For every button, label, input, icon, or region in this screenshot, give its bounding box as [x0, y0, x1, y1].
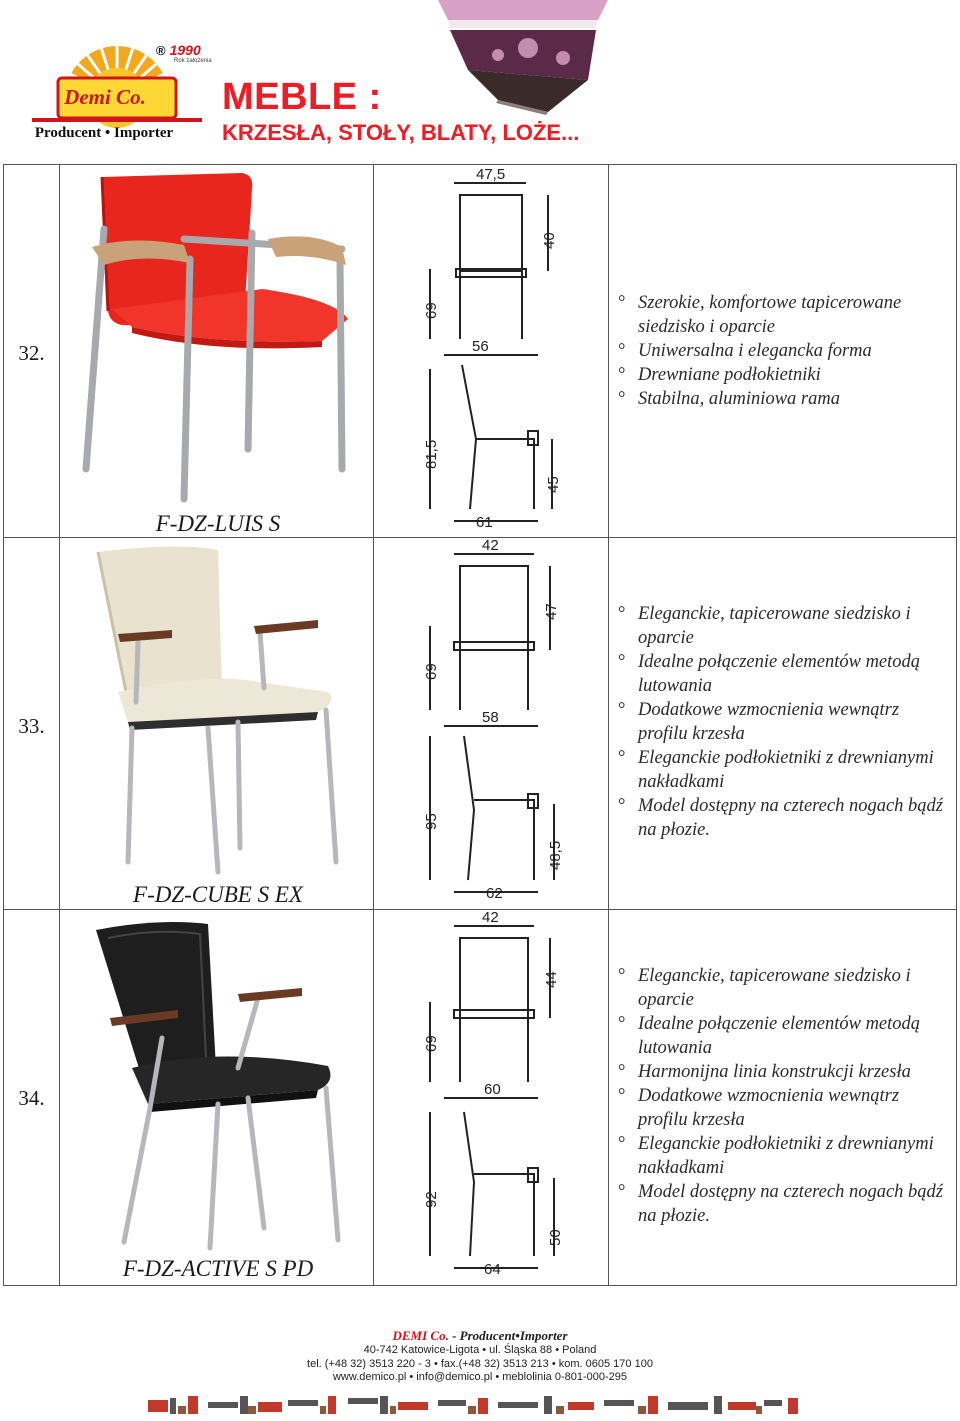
- product-row-33: [4, 538, 956, 910]
- feature-item: ° Eleganckie podłokietniki z drewnianymi nakładkami: [616, 746, 952, 794]
- svg-text:42: 42: [482, 912, 499, 926]
- svg-text:42: 42: [482, 540, 499, 554]
- svg-text:69: 69: [423, 1035, 440, 1052]
- svg-text:47,5: 47,5: [476, 169, 506, 183]
- product-code: F-DZ-ACTIVE S PD: [122, 1256, 314, 1281]
- chair-photo-luis: [72, 169, 364, 507]
- tabletop-samples-image: [428, 0, 618, 115]
- feature-item: ° Model dostępny na czterech nogach bądź na płozie.: [616, 794, 952, 842]
- feature-item: ° Model dostępny na czterech nogach bądź na płozie.: [616, 1180, 952, 1228]
- feature-item: ° Stabilna, aluminiowa rama: [616, 387, 952, 411]
- feature-item: ° Eleganckie, tapicerowane siedzisko i oparcie: [616, 602, 952, 650]
- svg-text:47: 47: [543, 603, 560, 620]
- feature-item: ° Idealne połączenie elementów metodą lutowania: [616, 650, 952, 698]
- footer-company: DEMI Co. - Producent•Importer: [392, 1328, 568, 1343]
- svg-text:62: 62: [486, 885, 503, 902]
- product-number: 34.: [18, 1086, 45, 1110]
- product-code: F-DZ-LUIS S: [155, 511, 281, 536]
- feature-item: ° Uniwersalna i elegancka forma: [616, 339, 952, 363]
- product-number: 33.: [18, 714, 45, 738]
- feature-list: [616, 291, 952, 411]
- product-number: 32.: [18, 341, 45, 365]
- page-footer: [0, 1328, 960, 1385]
- feature-item: ° Eleganckie, tapicerowane siedzisko i oparcie: [616, 964, 952, 1012]
- svg-text:48,5: 48,5: [547, 840, 564, 870]
- feature-item: ° Dodatkowe wzmocnienia wewnątrz profilu krzesła: [616, 698, 952, 746]
- svg-text:45: 45: [545, 476, 562, 493]
- svg-text:50: 50: [547, 1229, 564, 1246]
- feature-item: ° Dodatkowe wzmocnienia wewnątrz profilu krzesła: [616, 1084, 952, 1132]
- dimension-drawing-luis: [414, 169, 574, 531]
- product-code: F-DZ-CUBE S EX: [133, 882, 303, 907]
- feature-item: ° Szerokie, komfortowe tapicerowane siedzisko i oparcie: [616, 291, 952, 339]
- feature-list: [616, 964, 952, 1228]
- furniture-icons-strip: [148, 1392, 812, 1416]
- svg-text:58: 58: [482, 709, 499, 726]
- feature-item: ° Idealne połączenie elementów metodą lutowania: [616, 1012, 952, 1060]
- footer-address: 40-742 Katowice-Ligota • ul. Śląska 88 • Poland: [363, 1344, 597, 1356]
- chair-photo-cube: [88, 542, 348, 876]
- svg-text:44: 44: [543, 971, 560, 988]
- chair-photo-active: [88, 918, 352, 1252]
- svg-text:40: 40: [541, 232, 558, 249]
- footer-web: www.demico.pl • info@demico.pl • meblolinia 0-801-000-295: [332, 1371, 627, 1383]
- page-subtitle: KRZESŁA, STOŁY, BLATY, LOŻE...: [222, 120, 580, 145]
- founding-year-caption: Rok założenia: [174, 58, 212, 64]
- svg-text:69: 69: [423, 663, 440, 680]
- svg-text:81,5: 81,5: [423, 439, 440, 469]
- feature-list: [616, 602, 952, 842]
- feature-item: ° Eleganckie podłokietniki z drewnianymi nakładkami: [616, 1132, 952, 1180]
- svg-text:95: 95: [423, 813, 440, 830]
- dimension-drawing-active: [414, 912, 574, 1280]
- page-header: [0, 0, 960, 160]
- feature-item: ° Drewniane podłokietniki: [616, 363, 952, 387]
- svg-text:61: 61: [476, 514, 493, 531]
- footer-phone: tel. (+48 32) 3513 220 - 3 • fax.(+48 32) 3513 213 • kom. 0605 170 100: [307, 1357, 653, 1370]
- product-row-34: [4, 910, 956, 1285]
- product-row-32: [4, 165, 956, 538]
- logo-tagline: Producent • Importer: [34, 125, 174, 141]
- dimension-drawing-cube: [414, 540, 574, 902]
- product-table: [3, 164, 957, 1286]
- feature-item: ° Harmonijna linia konstrukcji krzesła: [616, 1060, 952, 1084]
- svg-text:69: 69: [423, 302, 440, 319]
- svg-text:64: 64: [484, 1261, 501, 1278]
- svg-text:92: 92: [423, 1191, 440, 1208]
- svg-text:56: 56: [472, 338, 489, 355]
- founding-year: ® 1990: [156, 42, 201, 58]
- svg-text:60: 60: [484, 1081, 501, 1098]
- logo-name: Demi Co.: [64, 85, 146, 109]
- page-title: MEBLE :: [222, 76, 382, 118]
